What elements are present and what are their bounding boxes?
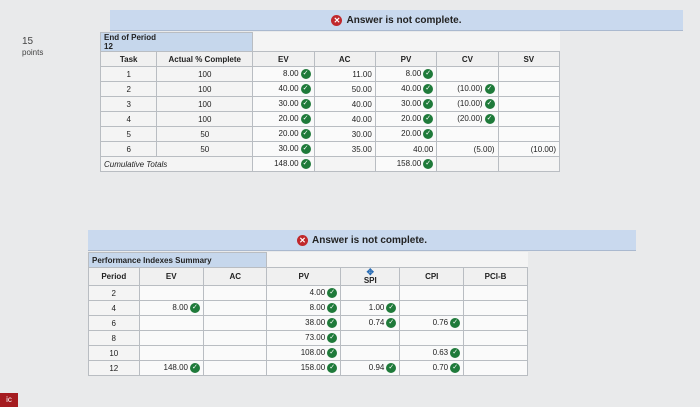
ac-value-cell[interactable]	[314, 97, 375, 112]
check-circle-icon: ✓	[450, 318, 460, 328]
ev-value-cell[interactable]	[253, 82, 314, 97]
check-circle-icon: ✓	[450, 348, 460, 358]
spi-value-cell[interactable]	[341, 361, 400, 376]
check-circle-icon: ✓	[301, 159, 311, 169]
ev-value-cell[interactable]	[139, 346, 203, 361]
col-pct: Actual % Complete	[157, 52, 253, 67]
sv-value: (10.00)	[530, 144, 556, 154]
pv-value: 20.00	[401, 129, 422, 139]
check-circle-icon: ✓	[423, 99, 433, 109]
cv-value-cell[interactable]	[437, 112, 498, 127]
ac-value-cell[interactable]	[314, 112, 375, 127]
pv-value-cell[interactable]	[375, 67, 436, 82]
pv-value: 40.00	[401, 84, 422, 94]
check-circle-icon: ✓	[386, 303, 396, 313]
check-circle-icon: ✓	[450, 363, 460, 373]
spi-value-cell[interactable]	[341, 286, 400, 301]
sv-value-cell[interactable]	[498, 112, 559, 127]
ev-value: 8.00	[172, 303, 188, 313]
period-number: 12	[89, 361, 140, 376]
table-header-row	[89, 268, 528, 286]
check-circle-icon: ✓	[423, 84, 433, 94]
cv-value-cell[interactable]	[437, 97, 498, 112]
pv-value: 20.00	[401, 114, 422, 124]
check-circle-icon: ✓	[301, 69, 311, 79]
pcib-value-cell[interactable]	[464, 361, 528, 376]
ev-value-cell[interactable]	[139, 316, 203, 331]
ev-value-cell[interactable]	[139, 331, 203, 346]
task-number: 3	[101, 97, 157, 112]
cpi-value-cell[interactable]	[400, 301, 464, 316]
check-circle-icon: ✓	[301, 99, 311, 109]
pcib-value-cell[interactable]	[464, 286, 528, 301]
pv-value-cell[interactable]	[267, 286, 341, 301]
incomplete-banner-top	[110, 10, 683, 31]
cv-value: (20.00)	[457, 114, 483, 124]
ev-value: 20.00	[278, 129, 299, 139]
pv-value-cell[interactable]	[267, 361, 341, 376]
ev-value: 8.00	[282, 69, 299, 79]
table-header-row	[101, 52, 560, 67]
ac-value-cell[interactable]	[314, 127, 375, 142]
actual-percent: 100	[157, 82, 253, 97]
cpi-value-cell[interactable]	[400, 361, 464, 376]
cpi-value-cell[interactable]	[400, 346, 464, 361]
check-circle-icon: ✓	[386, 318, 396, 328]
ac-value-cell[interactable]	[314, 67, 375, 82]
ev-value-cell[interactable]	[253, 112, 314, 127]
col-task: Task	[101, 52, 157, 67]
cpi-value: 0.76	[432, 318, 449, 328]
check-circle-icon: ✓	[327, 333, 337, 343]
ac-value: 50.00	[351, 84, 372, 94]
pcib-value-cell[interactable]	[464, 316, 528, 331]
pv-value-cell[interactable]	[375, 82, 436, 97]
pv-value: 40.00	[413, 144, 434, 154]
col-ac: AC	[203, 268, 267, 286]
pv-value-cell[interactable]	[267, 331, 341, 346]
ac-value-cell[interactable]	[203, 346, 267, 361]
pv-value: 30.00	[401, 99, 422, 109]
pv-value-cell[interactable]	[267, 346, 341, 361]
check-circle-icon: ✓	[485, 99, 495, 109]
spi-label: SPI	[363, 276, 377, 285]
table-row	[89, 346, 528, 361]
table-row	[101, 82, 560, 97]
pv-value-cell[interactable]	[267, 301, 341, 316]
table-row	[101, 142, 560, 157]
check-circle-icon: ✓	[301, 144, 311, 154]
task-number: 4	[101, 112, 157, 127]
check-circle-icon: ✓	[327, 303, 337, 313]
pv-value-cell[interactable]	[267, 316, 341, 331]
ev-value-cell[interactable]	[253, 67, 314, 82]
summary-title: Performance Indexes Summary	[89, 253, 267, 268]
table-row	[101, 97, 560, 112]
period-number: 10	[89, 346, 140, 361]
spi-value-cell[interactable]	[341, 316, 400, 331]
ev-value-cell[interactable]	[253, 127, 314, 142]
spi-value-cell[interactable]	[341, 346, 400, 361]
totals-ev-cell[interactable]	[253, 157, 314, 172]
ev-value-cell[interactable]	[139, 301, 203, 316]
col-spi	[341, 268, 400, 286]
corner-tab[interactable]: ic	[0, 393, 18, 407]
cv-value-cell[interactable]	[437, 67, 498, 82]
end-of-period-value: 12	[104, 42, 113, 51]
pv-value: 38.00	[305, 318, 326, 328]
check-circle-icon: ✓	[485, 84, 495, 94]
actual-percent: 100	[157, 112, 253, 127]
ev-value: 30.00	[278, 144, 299, 154]
check-circle-icon: ✓	[301, 84, 311, 94]
ev-value: 148.00	[163, 363, 188, 373]
ac-value: 30.00	[351, 129, 372, 139]
period-number: 6	[89, 316, 140, 331]
check-circle-icon: ✓	[423, 114, 433, 124]
check-circle-icon: ✓	[423, 129, 433, 139]
spi-value: 1.00	[368, 303, 385, 313]
col-ac: AC	[314, 52, 375, 67]
pv-value: 73.00	[305, 333, 326, 343]
ac-value-cell[interactable]	[314, 142, 375, 157]
pv-value-cell[interactable]	[375, 112, 436, 127]
check-circle-icon: ✓	[190, 303, 200, 313]
check-circle-icon: ✓	[485, 114, 495, 124]
check-circle-icon: ✓	[327, 348, 337, 358]
end-of-period-label: End of Period	[104, 33, 156, 42]
task-number: 1	[101, 67, 157, 82]
totals-row	[101, 157, 560, 172]
check-circle-icon: ✓	[423, 69, 433, 79]
col-pv: PV	[267, 268, 341, 286]
task-number: 5	[101, 127, 157, 142]
ac-value: 11.00	[352, 69, 372, 79]
pv-value: 108.00	[300, 348, 326, 358]
cpi-value-cell[interactable]	[400, 331, 464, 346]
ev-value: 20.00	[278, 114, 299, 124]
pv-value-cell[interactable]	[375, 97, 436, 112]
col-pcib: PCI-B	[464, 268, 528, 286]
performance-index-table	[88, 252, 528, 376]
period-number: 2	[89, 286, 140, 301]
incomplete-banner-bottom	[88, 230, 636, 251]
question-points	[22, 36, 43, 58]
ac-value: 35.00	[351, 144, 372, 154]
pcib-value-cell[interactable]	[464, 346, 528, 361]
cpi-value: 0.63	[432, 348, 449, 358]
cv-value: (10.00)	[457, 84, 483, 94]
ev-value-cell[interactable]	[253, 97, 314, 112]
col-pv: PV	[375, 52, 436, 67]
question-number: 15	[22, 36, 34, 47]
ac-value: 40.00	[351, 99, 372, 109]
pv-value: 8.00	[309, 303, 326, 313]
ac-value: 40.00	[351, 114, 372, 124]
ev-value-cell[interactable]	[139, 286, 203, 301]
pv-value: 158.00	[300, 363, 326, 373]
task-number: 6	[101, 142, 157, 157]
ac-value-cell[interactable]	[314, 82, 375, 97]
check-circle-icon: ✓	[190, 363, 200, 373]
ev-value: 40.00	[278, 84, 299, 94]
table-row	[101, 112, 560, 127]
points-label: points	[22, 48, 44, 57]
table-row	[89, 316, 528, 331]
sv-value-cell[interactable]	[498, 97, 559, 112]
cpi-value: 0.70	[432, 363, 449, 373]
sv-value-cell[interactable]	[498, 82, 559, 97]
pcib-value-cell[interactable]	[464, 301, 528, 316]
period-header	[101, 33, 253, 52]
totals-pv-cell[interactable]	[375, 157, 436, 172]
col-sv: SV	[498, 52, 559, 67]
table-row	[89, 331, 528, 346]
earned-value-table	[100, 32, 560, 172]
cpi-value-cell[interactable]	[400, 286, 464, 301]
col-cv: CV	[437, 52, 498, 67]
pv-value-cell[interactable]	[375, 127, 436, 142]
totals-ev: 148.00	[274, 159, 299, 169]
check-circle-icon: ✓	[327, 318, 337, 328]
ac-value-cell[interactable]	[203, 286, 267, 301]
check-circle-icon: ✓	[327, 288, 337, 298]
pv-value: 8.00	[405, 69, 422, 79]
table-row	[89, 286, 528, 301]
table-row	[101, 67, 560, 82]
sv-value-cell[interactable]	[498, 127, 559, 142]
cv-value-cell[interactable]	[437, 142, 498, 157]
table-row	[89, 301, 528, 316]
check-circle-icon: ✓	[423, 159, 433, 169]
ac-value-cell[interactable]	[203, 301, 267, 316]
ev-value: 30.00	[278, 99, 299, 109]
pcib-value-cell[interactable]	[464, 331, 528, 346]
sv-value-cell[interactable]	[498, 142, 559, 157]
table-row	[101, 127, 560, 142]
actual-percent: 50	[157, 142, 253, 157]
cv-value-cell[interactable]	[437, 127, 498, 142]
task-number: 2	[101, 82, 157, 97]
totals-label: Cumulative Totals	[101, 157, 253, 172]
x-circle-icon: ✕	[331, 15, 342, 26]
ev-value-cell[interactable]	[253, 142, 314, 157]
col-ev: EV	[139, 268, 203, 286]
ev-value-cell[interactable]	[139, 361, 203, 376]
x-circle-icon: ✕	[297, 235, 308, 246]
actual-percent: 100	[157, 97, 253, 112]
col-cpi: CPI	[400, 268, 464, 286]
spi-value-cell[interactable]	[341, 301, 400, 316]
cv-value: (5.00)	[473, 144, 495, 154]
spi-value: 0.74	[368, 318, 385, 328]
incomplete-message: Answer is not complete.	[346, 14, 462, 26]
spi-value: 0.94	[368, 363, 385, 373]
sv-value-cell[interactable]	[498, 67, 559, 82]
check-circle-icon: ✓	[301, 129, 311, 139]
cv-value-cell[interactable]	[437, 82, 498, 97]
check-circle-icon: ✓	[386, 363, 396, 373]
cv-value: (10.00)	[457, 99, 483, 109]
move-icon[interactable]: ✥	[366, 267, 375, 277]
actual-percent: 100	[157, 67, 253, 82]
period-number: 8	[89, 331, 140, 346]
pv-value-cell[interactable]	[375, 142, 436, 157]
totals-pv: 158.00	[396, 159, 422, 169]
check-circle-icon: ✓	[327, 363, 337, 373]
pv-value: 4.00	[309, 288, 326, 298]
spi-value-cell[interactable]	[341, 331, 400, 346]
table-row	[89, 361, 528, 376]
actual-percent: 50	[157, 127, 253, 142]
check-circle-icon: ✓	[301, 114, 311, 124]
ac-value-cell[interactable]	[203, 331, 267, 346]
cpi-value-cell[interactable]	[400, 316, 464, 331]
ac-value-cell[interactable]	[203, 316, 267, 331]
incomplete-message-2: Answer is not complete.	[311, 234, 428, 246]
ac-value-cell[interactable]	[203, 361, 267, 376]
col-period: Period	[89, 268, 140, 286]
period-number: 4	[89, 301, 140, 316]
col-ev: EV	[253, 52, 314, 67]
